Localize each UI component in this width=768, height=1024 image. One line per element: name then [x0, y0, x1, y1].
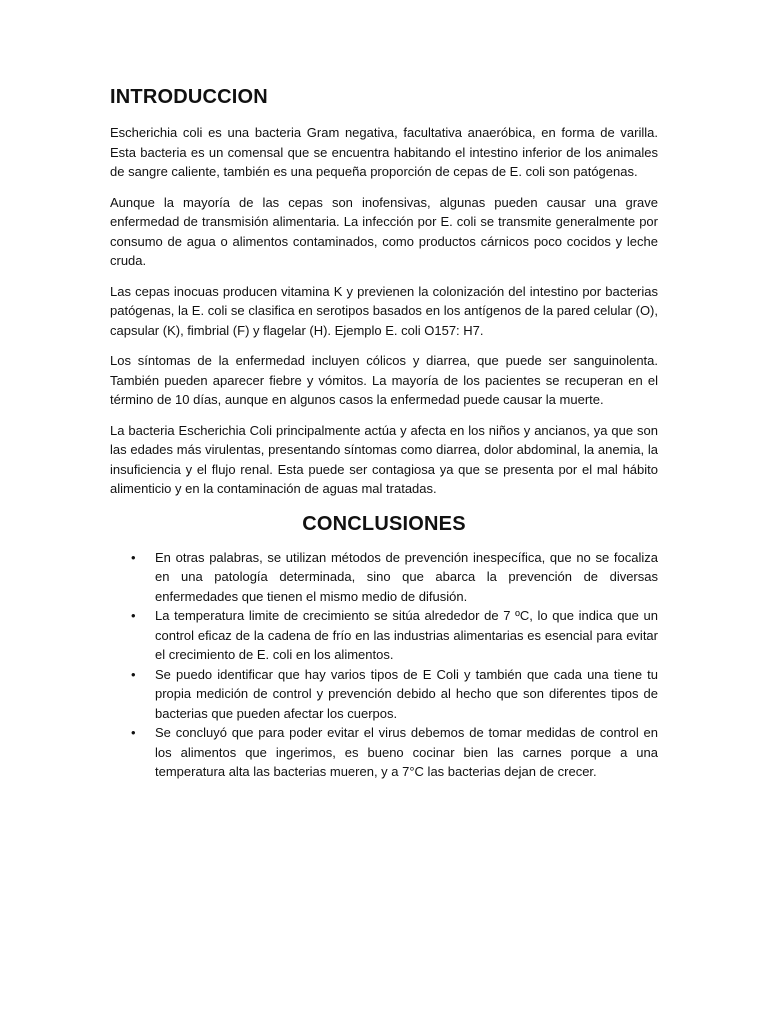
intro-paragraph-2: Aunque la mayoría de las cepas son inofensivas, algunas pueden causar una grave enfermedad de transmisión alimentaria. La infección por E. coli se transmite generalmente por consumo de agua o alimentos contaminados, como productos cárnicos poco cocidos y leche cruda.: [110, 194, 658, 268]
intro-paragraph-5: La bacteria Escherichia Coli principalmente actúa y afecta en los niños y ancianos, ya que son las edades más virulentas, presentando síntomas como diarrea, dolor abdominal, la anemia, la insuficiencia y el flujo renal. Esta puede ser contagiosa ya que se presenta por el mal hábito alimenticio y en la contaminación de aguas mal tratadas.: [110, 422, 658, 496]
document-page: [110, 86, 658, 782]
conclusions-heading: CONCLUSIONES: [302, 512, 466, 535]
introduction-heading: INTRODUCCION: [110, 86, 268, 108]
intro-paragraph-4: Los síntomas de la enfermedad incluyen cólicos y diarrea, que puede ser sanguinolenta. También pueden aparecer fiebre y vómitos. La mayoría de los pacientes se recuperan en el término de 10 días, aunque en algunos casos la enfermedad puede causar la muerte.: [110, 353, 658, 407]
conclusion-text-4: Se concluyó que para poder evitar el virus debemos de tomar medidas de control en los alimentos que ingerimos, es bueno cocinar bien las carnes porque a una temperatura alta las bacterias mueren, y a 7°C las bacterias dejan de crecer.: [155, 725, 658, 779]
list-item: [110, 723, 658, 782]
list-item: [110, 606, 658, 665]
bullet-icon: •: [131, 608, 136, 623]
conclusion-text-2: La temperatura limite de crecimiento se sitúa alrededor de 7 ºC, lo que indica que un control eficaz de la cadena de frío en las industrias alimentarias es esencial para evitar el crecimiento de E. coli en los alimentos.: [155, 608, 658, 662]
list-item: [110, 665, 658, 724]
conclusion-text-1: En otras palabras, se utilizan métodos de prevención inespecífica, que no se focaliza en una patología determinada, sino que abarca la prevención de diversas enfermedades que tienen el mismo medio de difusión.: [155, 549, 658, 604]
intro-paragraph-3: Las cepas inocuas producen vitamina K y previenen la colonización del intestino por bacterias patógenas, la E. coli se clasifica en serotipos basados en los antígenos de la pared celular (O), capsular (K), fimbrial (F) y flagelar (H). Ejemplo E. coli O157: H7.: [110, 283, 658, 338]
intro-paragraph-1: Escherichia coli es una bacteria Gram negativa, facultativa anaeróbica, en forma de varilla. Esta bacteria es un comensal que se encuentra habitando el intestino inferior de los animales de sangre caliente, también es una pequeña proporción de cepas de E. coli son patógenas.: [110, 125, 658, 179]
bullet-icon: •: [131, 666, 136, 682]
bullet-icon: •: [131, 725, 136, 740]
conclusions-list: [110, 548, 658, 782]
list-item: [110, 548, 658, 607]
conclusion-text-3: Se puedo identificar que hay varios tipos de E Coli y también que cada una tiene tu propia medición de control y prevención debido al hecho que son diferentes tipos de bacterias que pueden afectar los cuerpos.: [155, 666, 658, 721]
bullet-icon: •: [131, 549, 136, 565]
